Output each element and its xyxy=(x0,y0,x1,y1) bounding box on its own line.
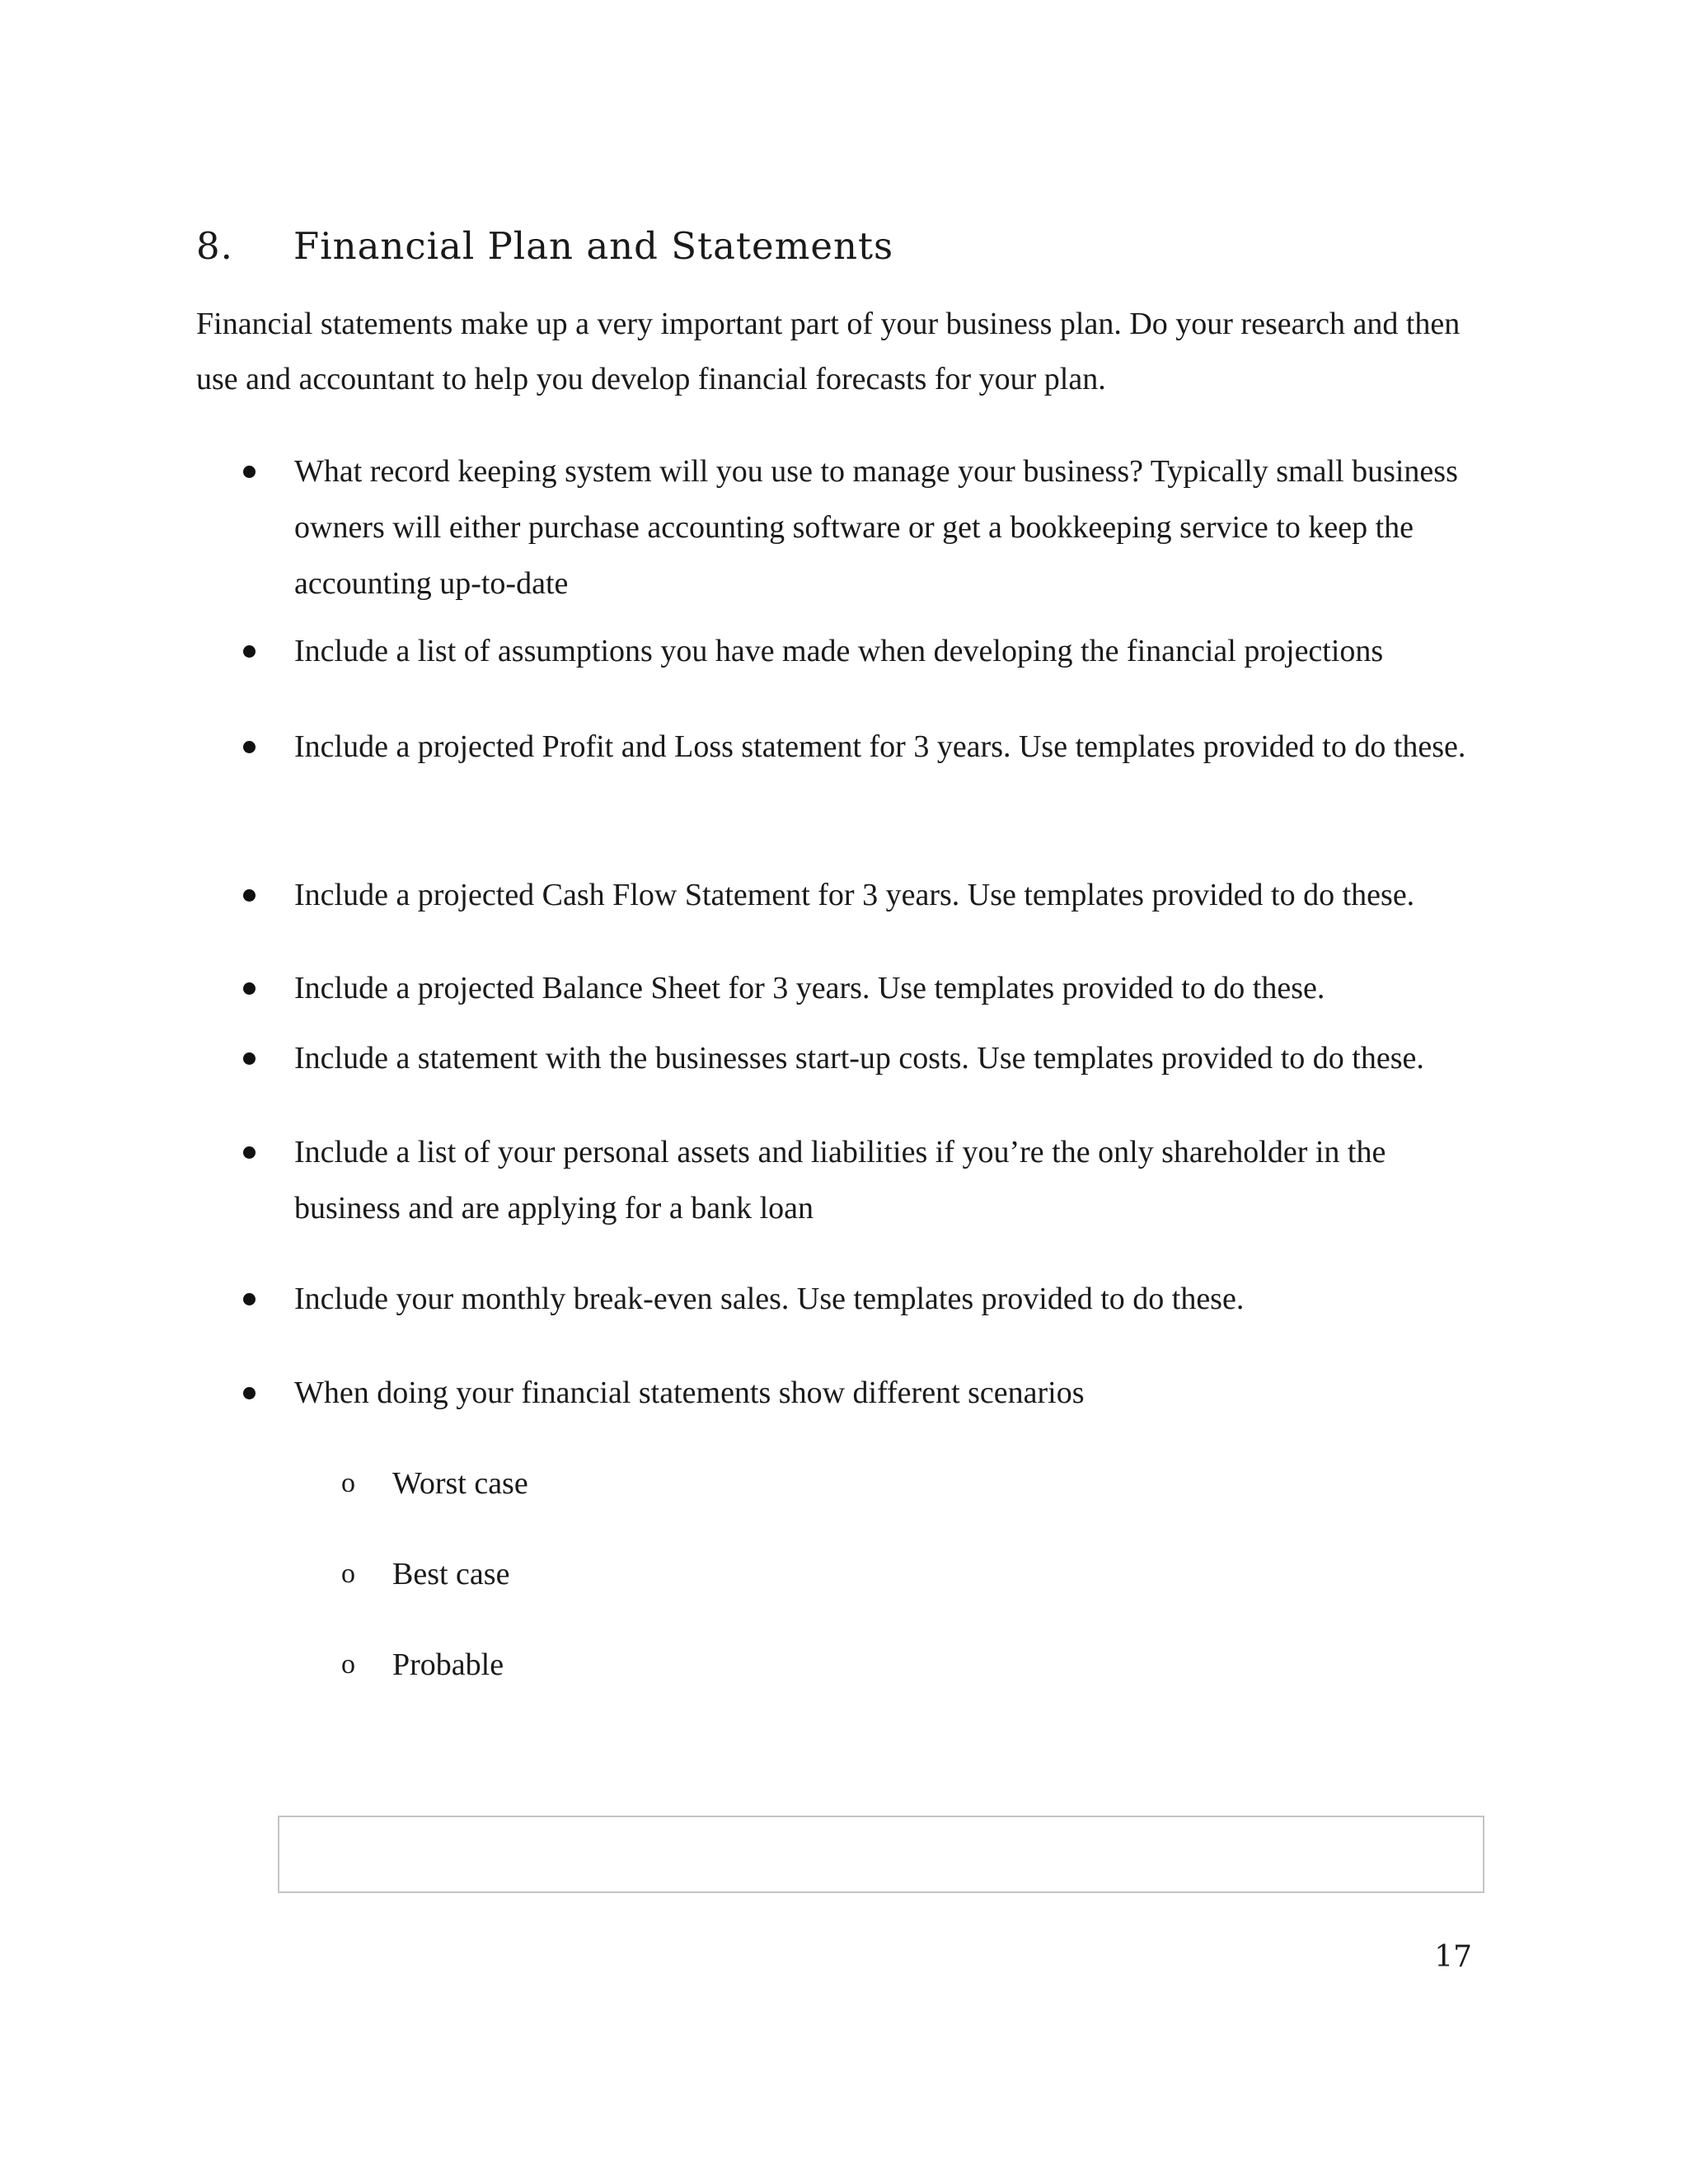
list-item-text: Include a list of your personal assets and liabilities if you’re the only shareholder in the business and are applying for a bank loan xyxy=(294,1135,1386,1226)
list-item xyxy=(294,1124,1481,1236)
list-item xyxy=(294,1030,1481,1086)
page-number: 17 xyxy=(1434,1940,1472,1974)
footer-box xyxy=(278,1816,1484,1893)
list-item-text: What record keeping system will you use to manage your business? Typically small business owners will either purchase accounting software or get a bookkeeping service to keep the accounting up-to-date xyxy=(294,454,1458,601)
bullet-icon xyxy=(243,1052,256,1065)
list-item-text: Include your monthly break-even sales. Use templates provided to do these. xyxy=(294,1282,1245,1316)
hollow-circle-bullet-icon: o xyxy=(341,1649,355,1680)
list-item-text: Include a list of assumptions you have made when developing the financial projections xyxy=(294,634,1384,668)
section-heading xyxy=(196,224,893,268)
bullet-icon xyxy=(243,889,256,902)
sub-list-item xyxy=(341,1637,504,1693)
bullet-icon xyxy=(243,982,256,995)
bullet-icon xyxy=(243,741,256,753)
sub-list-item-text: Probable xyxy=(392,1647,504,1682)
bullet-icon xyxy=(243,1146,256,1159)
list-item xyxy=(294,719,1481,775)
sub-list-item xyxy=(341,1546,510,1602)
list-item-text: Include a projected Profit and Loss statement for 3 years. Use templates provided to do these. xyxy=(294,729,1466,764)
list-item-text: When doing your financial statements show different scenarios xyxy=(294,1376,1085,1410)
list-item xyxy=(294,1271,1481,1327)
list-item-text: Include a statement with the businesses start-up costs. Use templates provided to do these. xyxy=(294,1041,1424,1076)
list-item xyxy=(294,1365,1481,1421)
sub-list-item-text: Worst case xyxy=(392,1466,528,1501)
sub-list-item-text: Best case xyxy=(392,1557,510,1591)
list-item xyxy=(294,867,1481,923)
list-item-text: Include a projected Balance Sheet for 3 years. Use templates provided to do these. xyxy=(294,971,1325,1005)
hollow-circle-bullet-icon: o xyxy=(341,1558,355,1589)
bullet-icon xyxy=(243,645,256,658)
bullet-icon xyxy=(243,1293,256,1305)
sub-list-item xyxy=(341,1455,528,1511)
list-item xyxy=(294,443,1481,612)
intro-paragraph: Financial statements make up a very important part of your business plan. Do your research and then use and accountant to help you develop financial forecasts for your plan. xyxy=(196,307,1461,396)
list-item xyxy=(294,623,1481,679)
bullet-icon xyxy=(243,466,256,478)
list-item-text: Include a projected Cash Flow Statement for 3 years. Use templates provided to do these. xyxy=(294,878,1415,912)
bullet-icon xyxy=(243,1387,256,1399)
list-item xyxy=(294,960,1481,1016)
section-title: Financial Plan and Statements xyxy=(293,224,894,268)
section-number: 8. xyxy=(196,224,233,268)
hollow-circle-bullet-icon: o xyxy=(341,1468,355,1498)
